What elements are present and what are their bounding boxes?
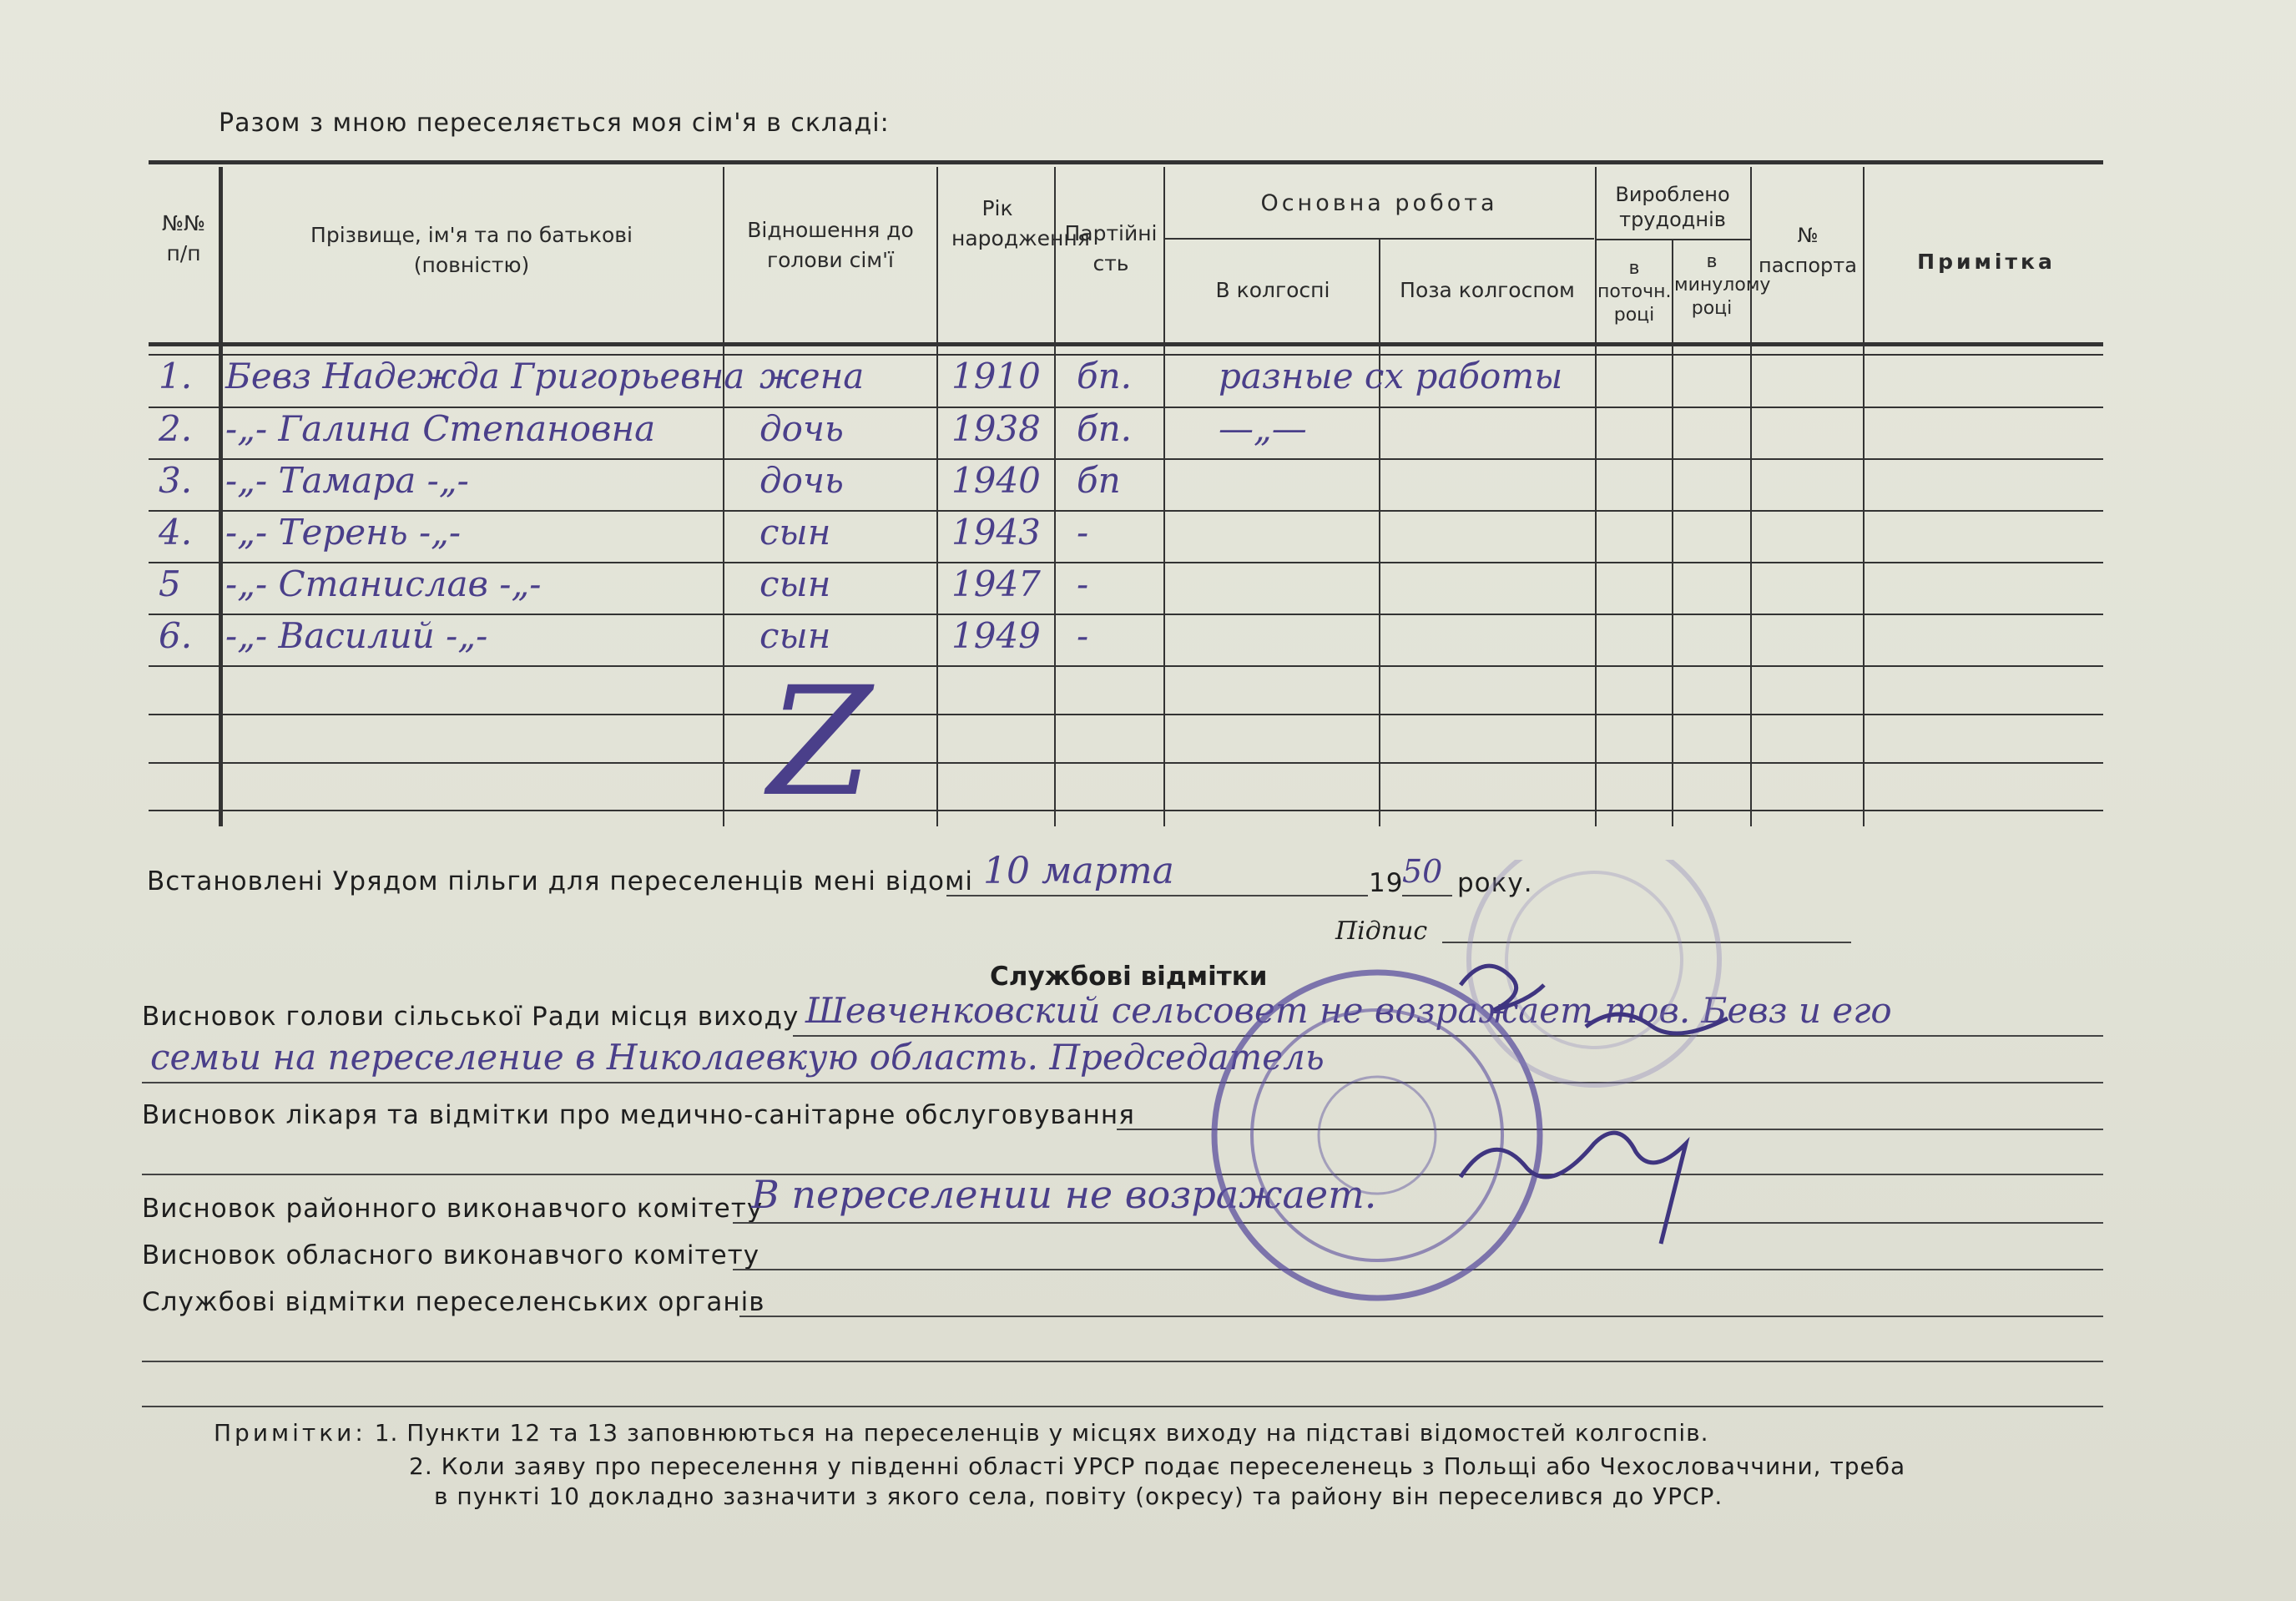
col-divider-year: [1054, 167, 1056, 826]
row-num: 4.: [159, 512, 193, 553]
row-party: бп.: [1077, 356, 1133, 396]
row-party: -: [1077, 512, 1089, 553]
section-title: Службові відмітки: [990, 962, 1268, 992]
benefits-label: Встановлені Урядом пільги для переселенців мені відомі: [147, 866, 974, 896]
header-bottom-border: [149, 342, 2103, 346]
header-num: №№ п/п: [161, 211, 205, 265]
row-name: -„- Василий -„-: [225, 615, 488, 656]
note-2b: в пункті 10 докладно зазначити з якого села, повіту (окресу) та району він переселився до УРСР.: [434, 1482, 1723, 1510]
header-outside: Поза колгоспом: [1400, 278, 1575, 302]
doctor-label: Висновок лікаря та відмітки про медично-санітарне обслуговування: [142, 1100, 1135, 1130]
header-in-kolhosp: В колгоспі: [1215, 278, 1330, 302]
row-party: -: [1077, 563, 1089, 604]
col-divider-outside: [1595, 167, 1597, 826]
notes-title: Примітки: 1. Пункти 12 та 13 заповнюються на переселенців у місцях виходу на підставі відомостей колгоспів.: [214, 1419, 1709, 1447]
village-line-2: [142, 1082, 2103, 1083]
date-handwritten: 10 марта: [983, 850, 1174, 892]
col-divider-num: [219, 167, 223, 826]
row-rule: [149, 810, 2103, 811]
intro-text: Разом з мною переселяється моя сім'я в складі:: [219, 109, 890, 138]
row-year: 1938: [951, 408, 1041, 449]
row-work: —„—: [1219, 408, 1307, 449]
col-divider-relation: [936, 167, 938, 826]
col-divider-passport: [1863, 167, 1865, 826]
seal-inner-ring: [1252, 1010, 1502, 1260]
row-relation: сын: [759, 512, 831, 553]
row-relation: жена: [759, 356, 865, 396]
resettle-line-3: [142, 1406, 2103, 1407]
row-relation: сын: [759, 615, 831, 656]
header-note: Примітка: [1917, 250, 2056, 274]
row-rule: [149, 762, 2103, 764]
district-handwritten: В переселении не возражает.: [751, 1172, 1377, 1217]
year-handwritten: 50: [1402, 853, 1443, 890]
header-relation: Відношення до голови сім'ї: [747, 218, 914, 272]
row-relation: дочь: [759, 460, 844, 501]
row-rule: [149, 714, 2103, 715]
col-divider-kolhosp: [1379, 238, 1380, 826]
seal-emblem: [1319, 1077, 1436, 1194]
row-name: -„- Тамара -„-: [225, 460, 469, 501]
header-main-work: Основна робота: [1260, 190, 1498, 216]
row-year: 1940: [951, 460, 1041, 501]
row-name: -„- Галина Степановна: [225, 408, 656, 449]
year-suffix: року.: [1457, 868, 1533, 898]
seal-outer-ring: [1214, 972, 1540, 1298]
col-divider-cur-year: [1672, 239, 1673, 826]
row-rule: [149, 665, 2103, 667]
header-year: Рік народження: [951, 196, 1090, 250]
row-party: бп.: [1077, 408, 1133, 449]
row-name: -„- Терень -„-: [225, 512, 462, 553]
village-label: Висновок голови сільської Ради місця виходу: [142, 1002, 800, 1032]
col-divider-last-year: [1750, 167, 1752, 826]
row-party: -: [1077, 615, 1089, 656]
row-num: 5: [159, 563, 181, 604]
row-num: 1.: [159, 356, 193, 396]
header-party: Партійність: [1064, 221, 1158, 275]
resettle-line-2: [142, 1361, 2103, 1362]
resettle-label: Службові відмітки переселенських органів: [142, 1287, 765, 1317]
row-name: Бевз Надежда Григорьевна: [225, 356, 745, 396]
row-year: 1947: [951, 563, 1041, 604]
header-passport: № паспорта: [1759, 224, 1857, 277]
row-year: 1943: [951, 512, 1041, 553]
row-num: 2.: [159, 408, 193, 449]
header-workdays: Вироблено трудоднів: [1615, 183, 1730, 231]
row-name: -„- Станислав -„-: [225, 563, 542, 604]
workdays-divider: [1596, 239, 1752, 240]
signature-label: Підпис: [1335, 917, 1428, 946]
district-signature: [1461, 1133, 1686, 1244]
note-1: 1. Пункти 12 та 13 заповнюються на переселенців у місцях виходу на підставі відомостей колгоспів.: [374, 1419, 1709, 1447]
note-2a: 2. Коли заяву про переселення у південні області УРСР подає переселенець з Польщі або Чехословаччини, треба: [409, 1452, 1906, 1480]
village-handwritten-2: семьи на переселение в Николаевкую область. Председатель: [150, 1037, 1325, 1078]
header-cur-year: в поточн. році: [1597, 258, 1672, 326]
oblast-label: Висновок обласного виконавчого комітету: [142, 1240, 760, 1270]
col-divider-party: [1163, 167, 1165, 826]
z-cancel-mark: Z: [768, 655, 873, 830]
row-relation: дочь: [759, 408, 844, 449]
header-last-year: в минулому році: [1674, 251, 1771, 319]
row-year: 1949: [951, 615, 1041, 656]
row-year: 1910: [951, 356, 1041, 396]
row-num: 6.: [159, 615, 193, 656]
row-work: разные сх работы: [1219, 356, 1563, 396]
village-handwritten-1: Шевченковский сельсовет не возражает тов. Бевз и его: [805, 990, 1892, 1031]
year-prefix: 19: [1369, 868, 1404, 898]
district-label: Висновок районного виконавчого комітету: [142, 1194, 764, 1224]
seal-stamp: [1185, 860, 1786, 1327]
table-top-border: [149, 160, 2103, 164]
row-num: 3.: [159, 460, 193, 501]
header-name: Прізвище, ім'я та по батькові (повністю): [310, 223, 633, 277]
col-divider-name: [723, 167, 724, 826]
row-relation: сын: [759, 563, 831, 604]
row-party: бп: [1077, 460, 1121, 501]
